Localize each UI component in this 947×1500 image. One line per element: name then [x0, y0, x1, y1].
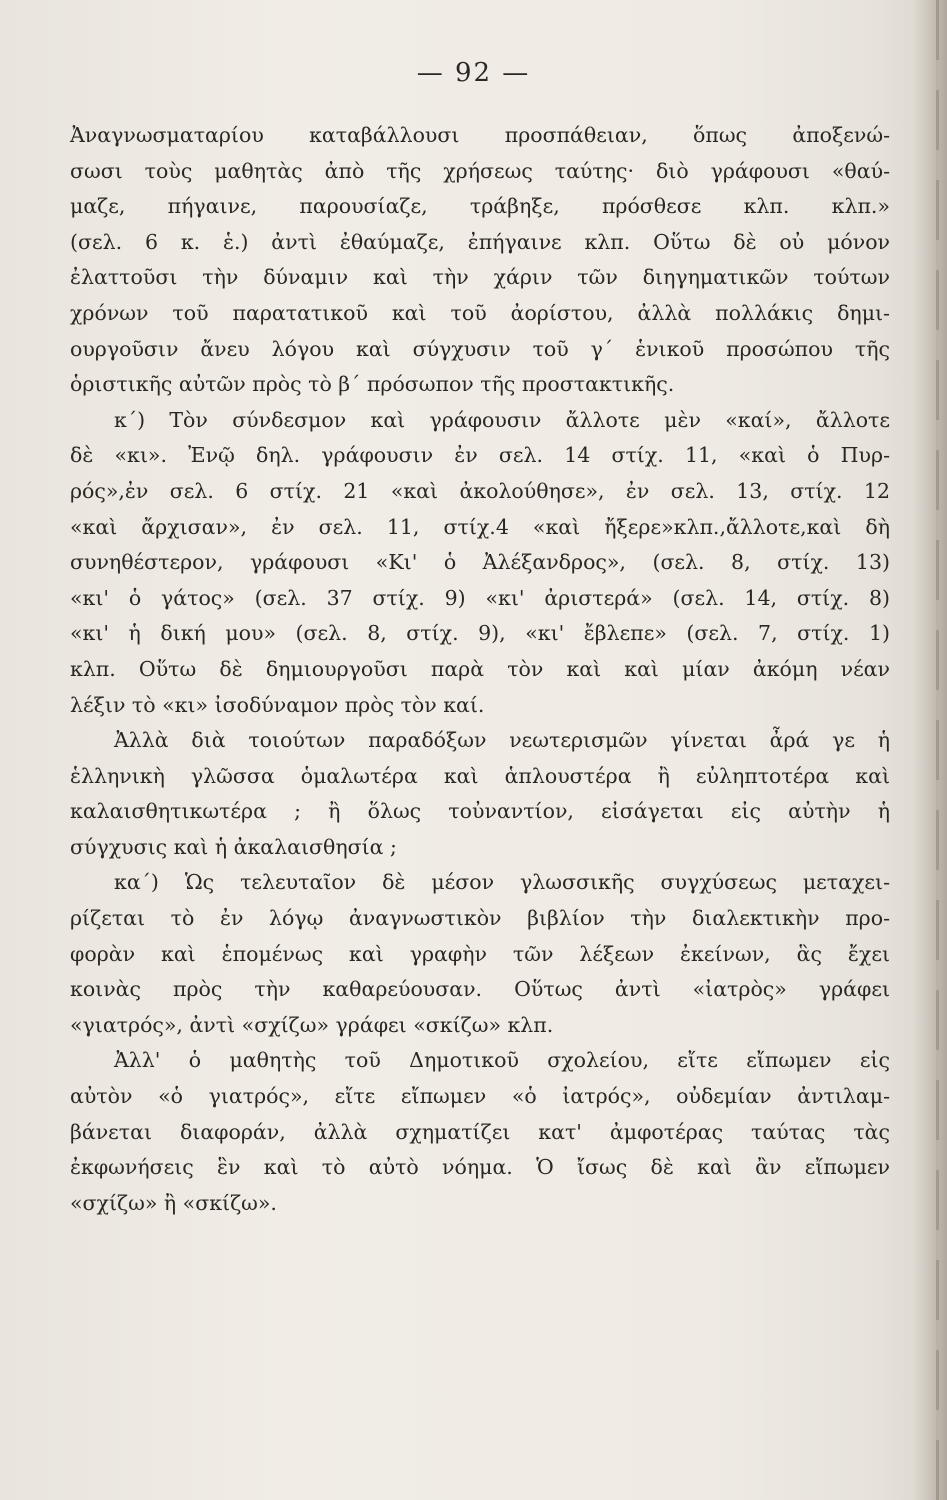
text-line: ἐλαττοῦσι τὴν δύναμιν καὶ τὴν χάριν τῶν διηγηματικῶν τούτων — [70, 265, 890, 290]
paragraph-start-line: Ἀλλὰ διὰ τοιούτων παραδόξων νεωτερισμῶν γίνεται ἆρά γε ἡ — [114, 728, 890, 753]
text-line: φορὰν καὶ ἑπομένως καὶ γραφὴν τῶν λέξεων ἐκείνων, ἃς ἔχει — [70, 941, 890, 966]
paragraph-start-line: Ἀλλ' ὁ μαθητὴς τοῦ Δημοτικοῦ σχολείου, εἴτε εἴπωμεν εἰς — [114, 1048, 890, 1073]
text-line: συνηθέστερον, γράφουσι «Κι' ὁ Ἀλέξανδρος», (σελ. 8, στίχ. 13) — [70, 550, 890, 575]
text-line: δὲ «κι». Ἐνῷ δηλ. γράφουσιν ἐν σελ. 14 στίχ. 11, «καὶ ὁ Πυρ- — [70, 443, 890, 468]
text-line: ρός»,ἐν σελ. 6 στίχ. 21 «καὶ ἀκολούθησε», ἐν σελ. 13, στίχ. 12 — [70, 478, 890, 503]
text-line: «κι' ἡ δική μου» (σελ. 8, στίχ. 9), «κι' ἔβλεπε» (σελ. 7, στίχ. 1) — [70, 621, 890, 646]
text-line: ὁριστικῆς αὐτῶν πρὸς τὸ β΄ πρόσωπον τῆς προστακτικῆς. — [70, 372, 675, 397]
text-line: λέξιν τὸ «κι» ἰσοδύναμον πρὸς τὸν καί. — [70, 692, 485, 717]
text-line: μαζε, πήγαινε, παρουσίαζε, τράβηξε, πρόσθεσε κλπ. κλπ.» — [70, 194, 890, 219]
page-edge-line — [936, 0, 939, 1500]
page-number: — 92 — — [416, 58, 531, 88]
text-line: κλπ. Οὕτω δὲ δημιουργοῦσι παρὰ τὸν καὶ καὶ μίαν ἀκόμη νέαν — [70, 656, 890, 681]
text-line: Ἀναγνωσματαρίου καταβάλλουσι προσπάθειαν, ὅπως ἀποξενώ- — [70, 123, 890, 147]
text-line: κοινὰς πρὸς τὴν καθαρεύουσαν. Οὕτως ἀντὶ «ἰατρὸς» γράφει — [70, 977, 890, 1002]
text-line: αὐτὸν «ὁ γιατρός», εἴτε εἴπωμεν «ὁ ἰατρός», οὐδεμίαν ἀντιλαμ- — [70, 1084, 890, 1109]
text-line: (σελ. 6 κ. ἑ.) ἀντὶ ἐθαύμαζε, ἐπήγαινε κλπ. Οὕτω δὲ οὐ μόνον — [70, 229, 890, 254]
text-line: βάνεται διαφοράν, ἀλλὰ σχηματίζει κατ' ἀμφοτέρας ταύτας τὰς — [70, 1119, 890, 1144]
text-line: ἑλληνικὴ γλῶσσα ὁμαλωτέρα καὶ ἁπλουστέρα ἢ εὐληπτοτέρα καὶ — [70, 763, 890, 788]
page-edge-shadow — [913, 0, 947, 1500]
paragraph-start-line: κ΄) Τὸν σύνδεσμον καὶ γράφουσιν ἄλλοτε μὲν «καί», ἄλλοτε — [114, 407, 890, 432]
text-line: «καὶ ἄρχισαν», ἐν σελ. 11, στίχ.4 «καὶ ἤξερε»κλπ.,ἄλλοτε,καὶ δὴ — [70, 514, 890, 539]
text-line: ρίζεται τὸ ἐν λόγῳ ἀναγνωστικὸν βιβλίον τὴν διαλεκτικὴν προ- — [70, 906, 890, 931]
text-line: καλαισθητικωτέρα ; ἢ ὅλως τοὐναντίον, εἰσάγεται εἰς αὐτὴν ἡ — [70, 799, 890, 824]
body-text — [70, 118, 890, 1221]
text-line: ἐκφωνήσεις ἓν καὶ τὸ αὐτὸ νόημα. Ὁ ἴσως δὲ καὶ ἂν εἴπωμεν — [70, 1155, 890, 1180]
text-line: σύγχυσις καὶ ἡ ἀκαλαισθησία ; — [70, 834, 397, 859]
text-line: ουργοῦσιν ἄνευ λόγου καὶ σύγχυσιν τοῦ γ΄ ἑνικοῦ προσώπου τῆς — [70, 336, 890, 361]
text-line: «σχίζω» ἢ «σκίζω». — [70, 1190, 277, 1215]
text-line: «γιατρός», ἀντὶ «σχίζω» γράφει «σκίζω» κλπ. — [70, 1012, 554, 1037]
text-line: χρόνων τοῦ παρατατικοῦ καὶ τοῦ ἀορίστου, ἀλλὰ πολλάκις δημι- — [70, 300, 890, 325]
text-line: «κι' ὁ γάτος» (σελ. 37 στίχ. 9) «κι' ἀριστερά» (σελ. 14, στίχ. 8) — [70, 585, 890, 610]
text-line: σωσι τοὺς μαθητὰς ἀπὸ τῆς χρήσεως ταύτης· διὸ γράφουσι «θαύ- — [70, 158, 890, 183]
paragraph-start-line: κα΄) Ὡς τελευταῖον δὲ μέσον γλωσσικῆς συγχύσεως μεταχει- — [114, 870, 890, 895]
